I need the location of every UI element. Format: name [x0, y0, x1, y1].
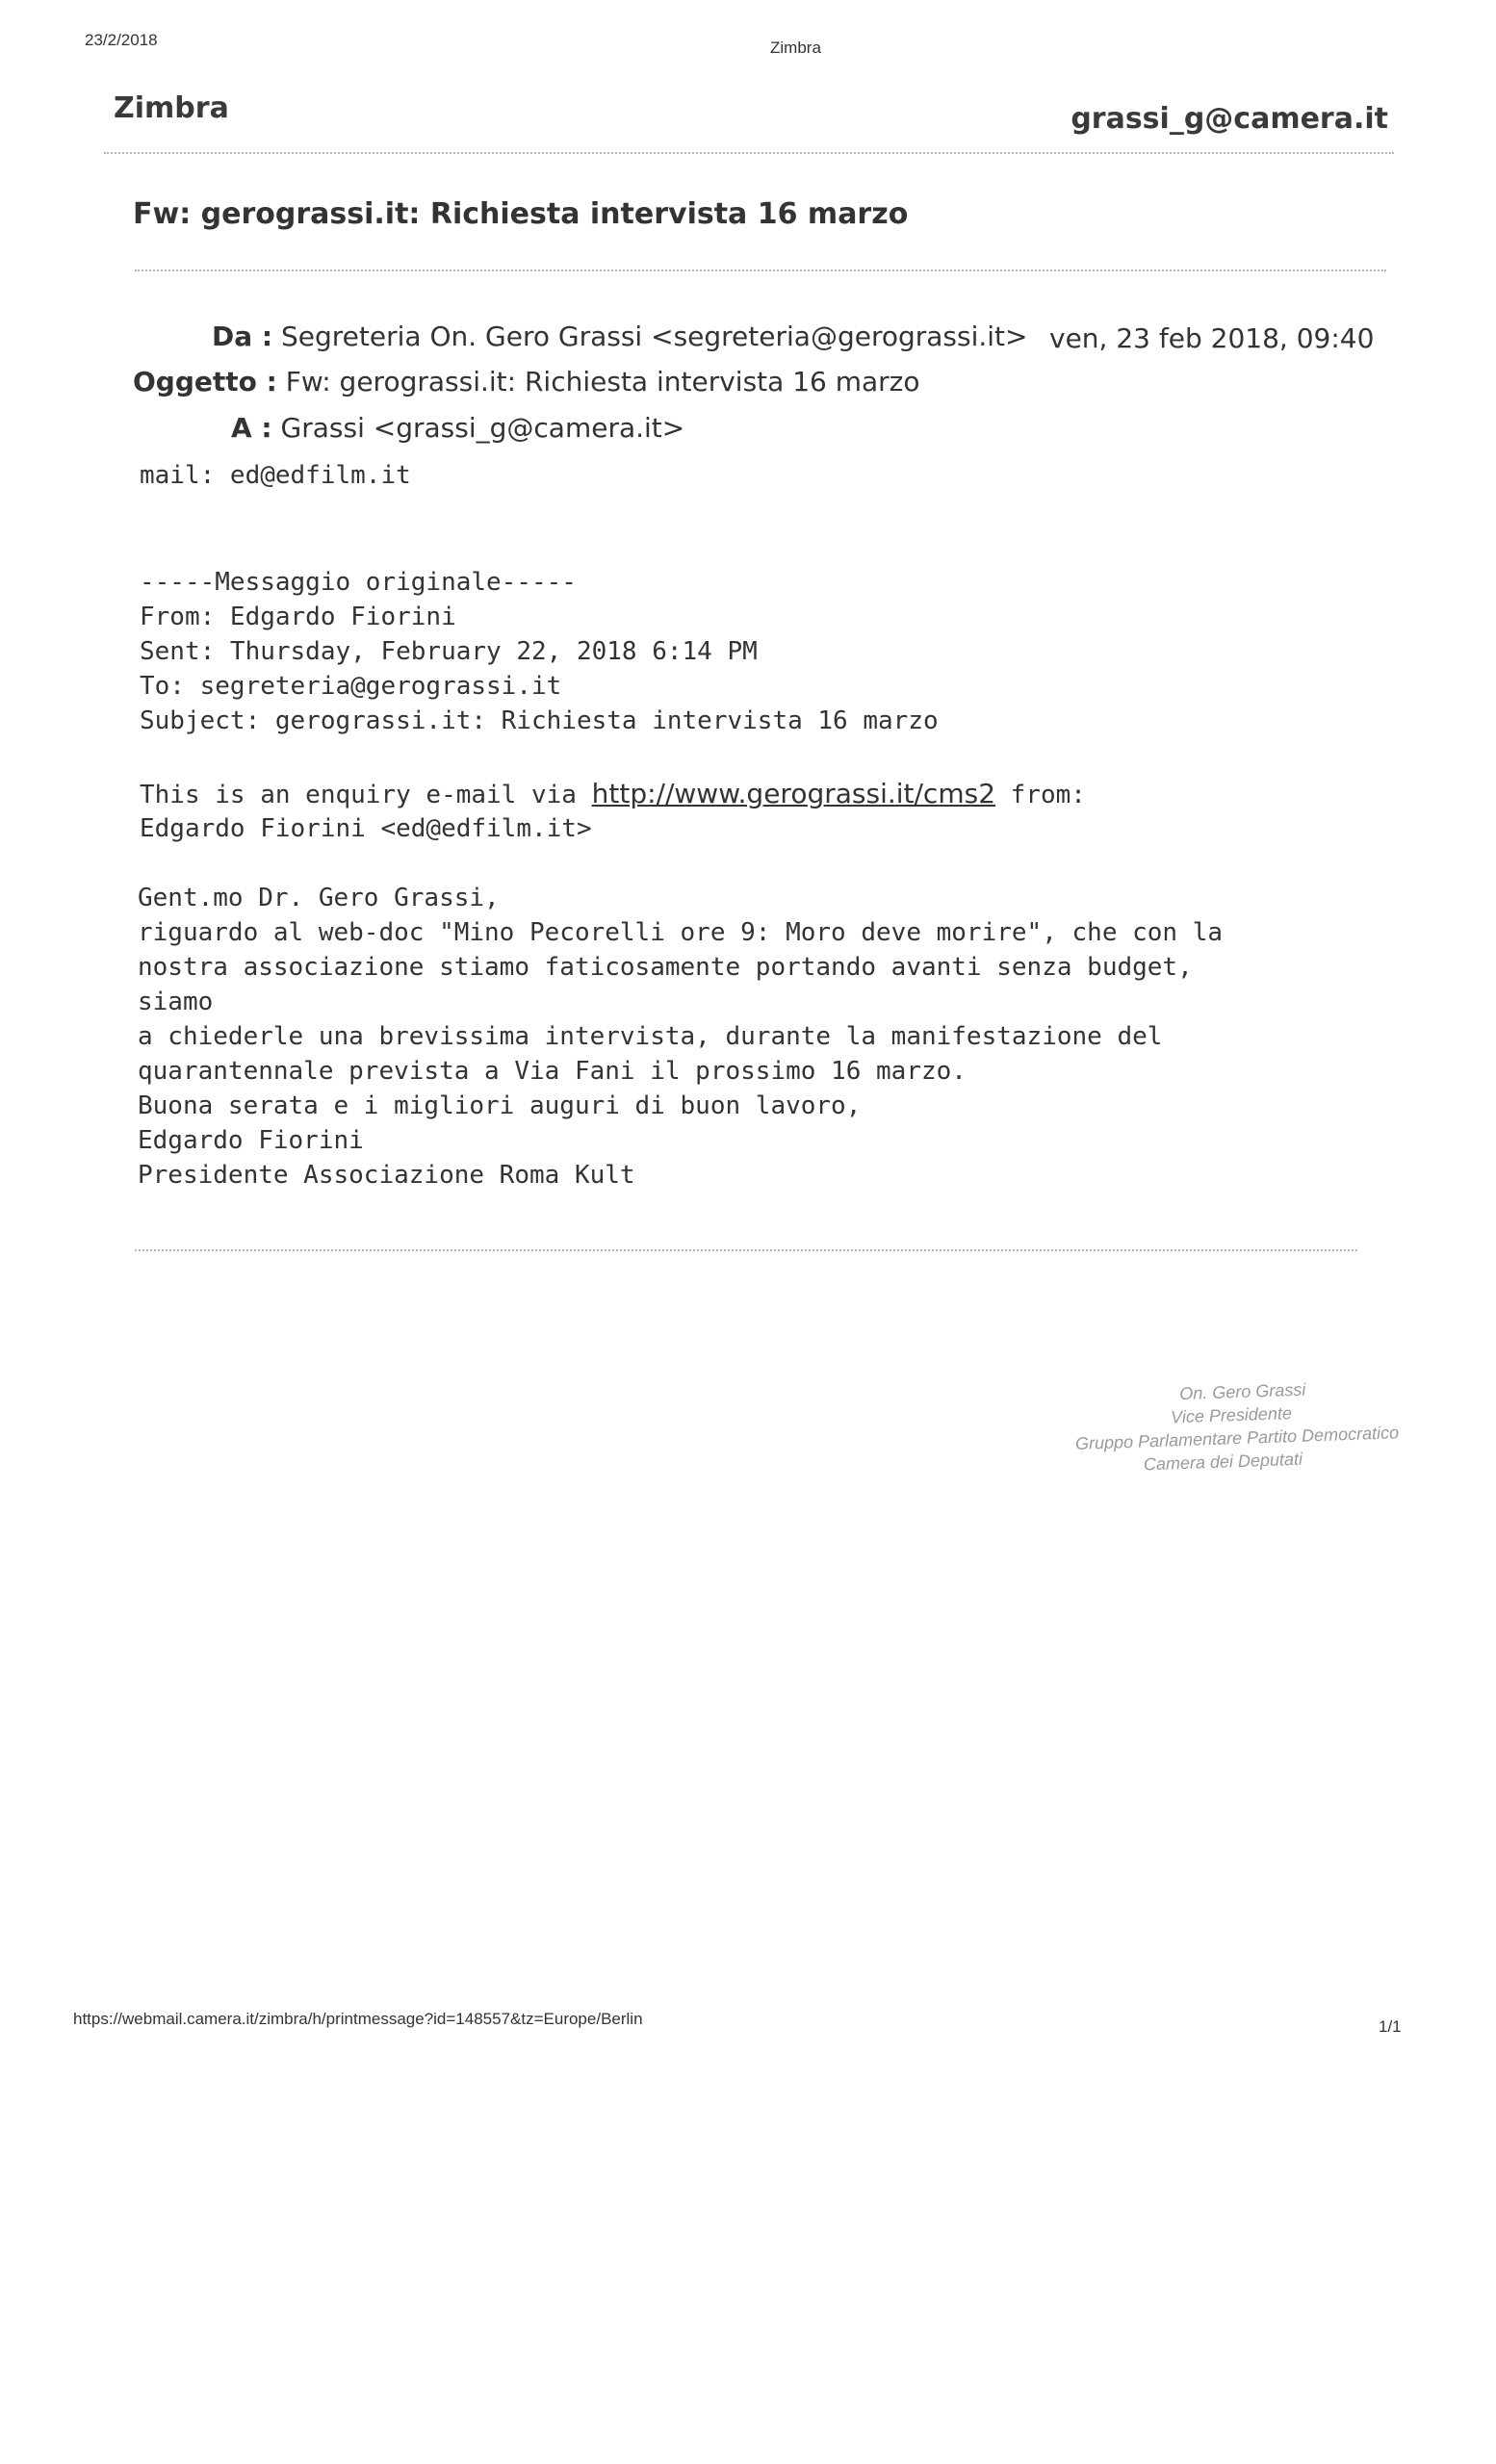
body-line: riguardo al web-doc "Mino Pecorelli ore 9: Moro deve morire", che con la: [138, 918, 1224, 947]
mail-line: mail: ed@edfilm.it: [140, 461, 411, 490]
stamp-line: Gruppo Parlamentare Partito Democratico: [1074, 1423, 1400, 1453]
stamp-line: Vice Presidente: [1170, 1403, 1293, 1427]
zimbra-logo: Zimbra: [114, 91, 229, 125]
enquiry-suffix: from:: [995, 781, 1086, 809]
body-line: Buona serata e i migliori auguri di buon lavoro,: [138, 1091, 862, 1120]
signature-stamp: [1073, 1374, 1400, 1478]
body-line: siamo: [138, 988, 214, 1016]
body-line: quarantennale prevista a Via Fani il prossimo 16 marzo.: [138, 1057, 967, 1086]
original-from: From: Edgardo Fiorini: [140, 603, 456, 631]
to-value: Grassi <grassi_g@camera.it>: [280, 412, 685, 444]
print-page-number: 1/1: [1379, 2017, 1402, 2036]
stamp-line: On. Gero Grassi: [1179, 1379, 1306, 1404]
body-line: Gent.mo Dr. Gero Grassi,: [138, 884, 500, 912]
message-date: ven, 23 feb 2018, 09:40: [1049, 322, 1375, 354]
to-row: [231, 412, 684, 444]
message-body: [138, 881, 1223, 1193]
from-row: [212, 321, 1027, 352]
original-subject: Subject: gerograssi.it: Richiesta intervista 16 marzo: [140, 706, 939, 735]
body-line: a chiederle una brevissima intervista, durante la manifestazione del: [138, 1022, 1163, 1051]
original-sent: Sent: Thursday, February 22, 2018 6:14 PM: [140, 637, 758, 666]
original-message-marker: -----Messaggio originale-----: [140, 568, 577, 597]
body-line: Edgardo Fiorini: [138, 1126, 364, 1155]
header-divider: [104, 152, 1394, 154]
account-email: grassi_g@camera.it: [1070, 102, 1388, 136]
print-app-name: Zimbra: [770, 38, 821, 57]
to-label: A :: [231, 412, 272, 444]
body-line: nostra associazione stiamo faticosamente portando avanti senza budget,: [138, 953, 1193, 982]
enquiry-prefix: This is an enquiry e-mail via: [140, 781, 592, 809]
body-line: Presidente Associazione Roma Kult: [138, 1161, 635, 1190]
subject-row: [133, 366, 920, 398]
stamp-line: Camera dei Deputati: [1143, 1449, 1303, 1475]
original-to: To: segreteria@gerograssi.it: [140, 672, 562, 701]
message-subject-title: Fw: gerograssi.it: Richiesta intervista 16 marzo: [133, 197, 909, 231]
enquiry-sender: Edgardo Fiorini <ed@edfilm.it>: [140, 814, 592, 843]
subject-divider: [135, 270, 1386, 271]
print-date: 23/2/2018: [85, 31, 158, 49]
enquiry-link[interactable]: http://www.gerograssi.it/cms2: [591, 778, 996, 809]
body-divider: [135, 1249, 1357, 1251]
enquiry-line: [140, 777, 1086, 812]
subject-value: Fw: gerograssi.it: Richiesta intervista 16 marzo: [285, 366, 920, 398]
from-label: Da :: [212, 321, 273, 352]
subject-label: Oggetto :: [133, 366, 277, 398]
print-url: https://webmail.camera.it/zimbra/h/printmessage?id=148557&tz=Europe/Berlin: [73, 2010, 643, 2028]
from-value: Segreteria On. Gero Grassi <segreteria@gerograssi.it>: [281, 321, 1028, 352]
